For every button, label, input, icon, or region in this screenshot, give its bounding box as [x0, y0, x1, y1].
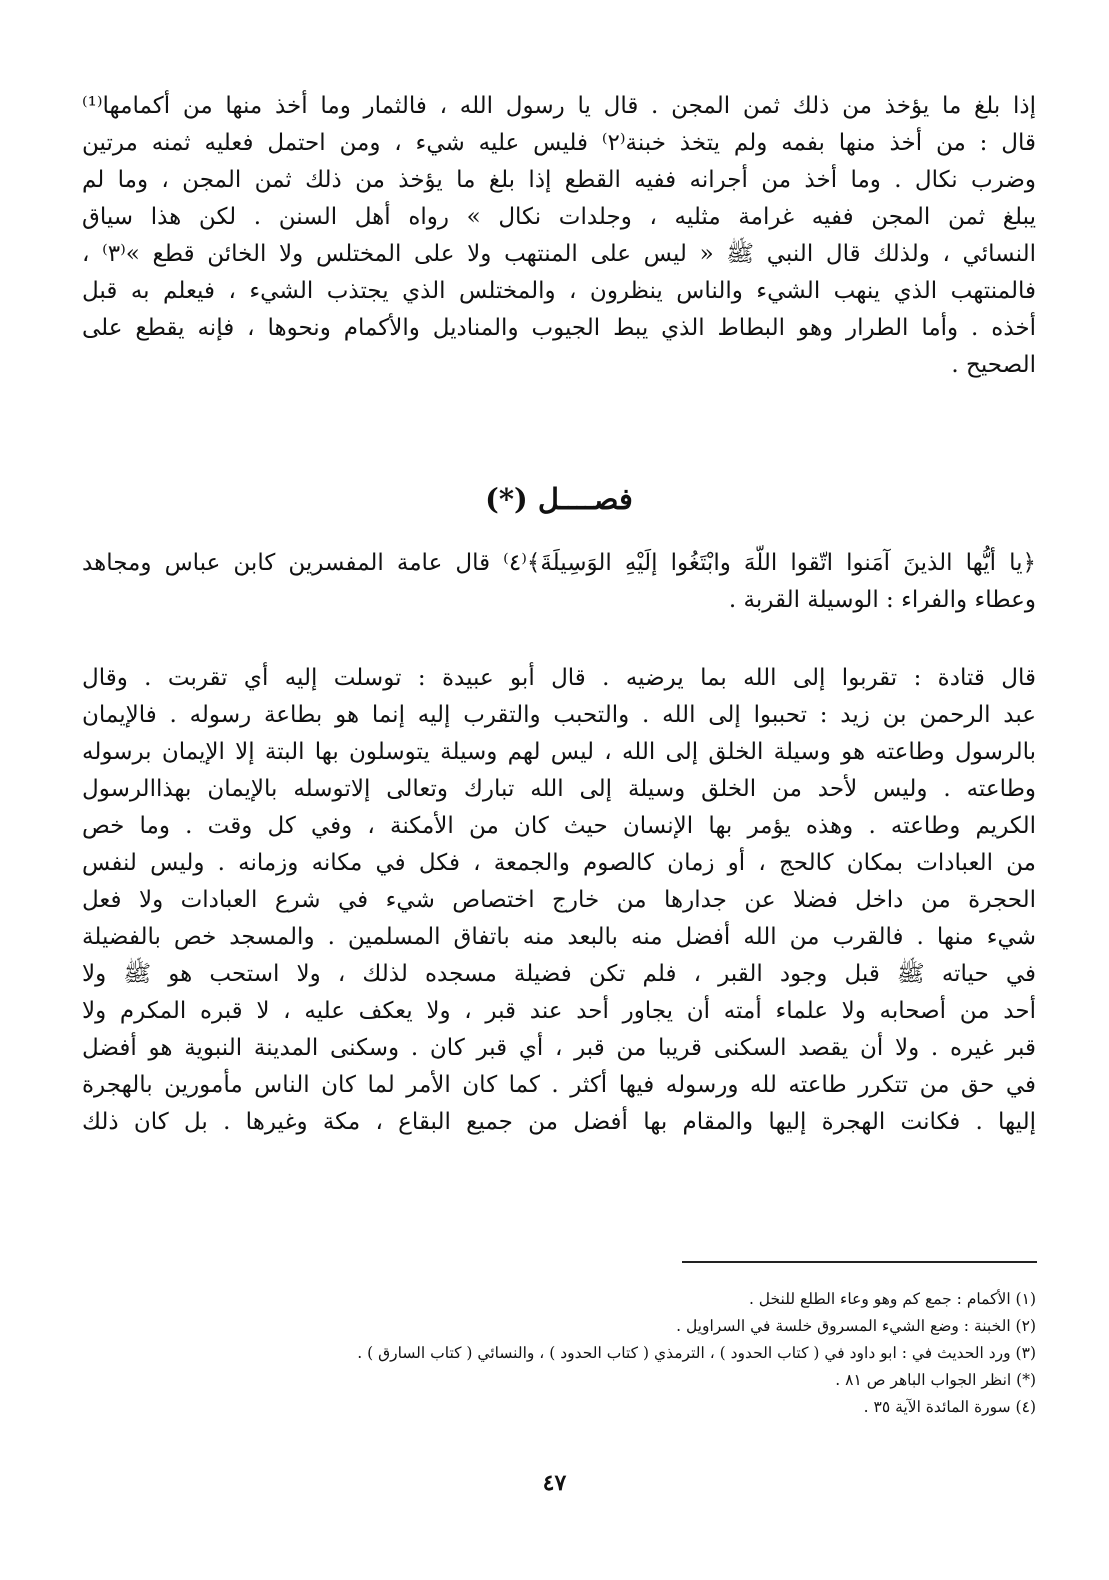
text-line: الكريم وطاعته . وهذه يؤمر بها الإنسان حيث كان من الأمكنة ، وفي كل وقت . وما خص	[82, 813, 1036, 839]
text-line: من العبادات بمكان كالحج ، أو زمان كالصوم والجمعة ، فكل في مكانه وزمانه . وليس لنفس	[82, 850, 1036, 876]
footnote: (١) الأكمام : جمع كم وهو وعاء الطلع للنخل .	[748, 1290, 1036, 1308]
paragraph-theft-ruling	[82, 88, 1036, 384]
paragraph-wasila	[82, 660, 1036, 1141]
text-line: قبر غيره . ولا أن يقصد السكنى قريبا من قبر ، أي قبر كان . وسكنى المدينة النبوية هو أفضل	[82, 1035, 1036, 1061]
text-line: في حق من تتكرر طاعته لله ورسوله فيها أكثر . كما كان الأمر لما كان الناس مأمورين بالهجرة	[82, 1072, 1036, 1098]
text-line: في حياته ﷺ قبل وجود القبر ، فلم تكن فضيلة مسجده لذلك ، ولا استحب هو ﷺ ولا	[82, 961, 1036, 987]
text-line: عبد الرحمن بن زيد : تحببوا إلى الله . والتحبب والتقرب إليه إنما هو بطاعة رسوله . فالإيمان	[82, 702, 1036, 728]
text-line: يبلغ ثمن المجن ففيه غرامة مثليه ، وجلدات نكال » رواه أهل السنن . لكن هذا سياق	[82, 204, 1036, 230]
text-line: النسائي ، ولذلك قال النبي ﷺ « ليس على المنتهب ولا على المختلس ولا الخائن قطع »⁽٣⁾ ،	[82, 241, 1036, 267]
paragraph-verse	[82, 545, 1036, 619]
text-line: قال : من أخذ منها بفمه ولم يتخذ خبنة⁽٢⁾ فليس عليه شيء ، ومن احتمل فعليه ثمنه مرتين	[82, 130, 1036, 156]
text-line: إليها . فكانت الهجرة إليها والمقام بها أفضل من جميع البقاع ، مكة وغيرها . بل كان ذلك	[82, 1109, 1036, 1135]
page-number: ٤٧	[542, 1470, 567, 1496]
text-line: وطاعته . وليس لأحد من الخلق وسيلة إلى الله تبارك وتعالى إلاتوسله بالإيمان بهذاالرسول	[82, 776, 1036, 802]
section-heading: فصــــل (*)	[485, 482, 633, 516]
text-line: الصحيح .	[951, 352, 1036, 378]
footnote: (٤) سورة المائدة الآية ٣٥ .	[863, 1398, 1036, 1416]
footnotes	[82, 1286, 1036, 1421]
footnote: (*) انظر الجواب الباهر ص ٨١ .	[835, 1371, 1036, 1389]
footnote: (٣) ورد الحديث في : ابو داود في ( كتاب الحدود ) ، الترمذي ( كتاب الحدود ) ، والنسائي ( كتاب السارق ) .	[357, 1344, 1036, 1362]
text-line: شيء منها . فالقرب من الله أفضل منه بالبعد منه باتفاق المسلمين . والمسجد خص بالفضيلة	[82, 924, 1036, 950]
footnote: (٢) الخبنة : وضع الشيء المسروق خلسة في السراويل .	[676, 1317, 1036, 1335]
text-line: قال قتادة : تقربوا إلى الله بما يرضيه . قال أبو عبيدة : توسلت إليه أي تقربت . وقال	[82, 665, 1036, 691]
text-line: بالرسول وطاعته هو وسيلة الخلق إلى الله ، ليس لهم وسيلة يتوسلون بها البتة إلا الإيمان برسوله	[82, 739, 1036, 765]
text-line: أحد من أصحابه ولا علماء أمته أن يجاور أحد عند قبر ، ولا يعكف عليه ، لا قبره المكرم ولا	[82, 998, 1036, 1024]
text-line: ﴿يا أيُّها الذينَ آمَنوا اتّقوا اللّهَ وابْتَغُوا إلَيْهِ الوَسِيلَةَ﴾⁽٤⁾ قال عامة المفسرين كابن عباس ومجاهد	[82, 550, 1036, 576]
text-line: وعطاء والفراء : الوسيلة القربة .	[728, 587, 1036, 613]
text-line: إذا بلغ ما يؤخذ من ذلك ثمن المجن . قال يا رسول الله ، فالثمار وما أخذ منها من أكمامها⁽¹⁾	[82, 93, 1036, 119]
text-line: وضرب نكال . وما أخذ من أجرانه ففيه القطع إذا بلغ ما يؤخذ من ذلك ثمن المجن ، وما لم	[82, 167, 1036, 193]
text-line: فالمنتهب الذي ينهب الشيء والناس ينظرون ، والمختلس الذي يجتذب الشيء ، فيعلم به قبل	[82, 278, 1036, 304]
text-line: الحجرة من داخل فضلا عن جدارها من خارج اختصاص شيء في شرع العبادات ولا فعل	[82, 887, 1036, 913]
text-line: أخذه . وأما الطرار وهو البطاط الذي يبط الجيوب والمناديل والأكمام ونحوها ، فإنه يقطع على	[82, 315, 1036, 341]
footnote-divider	[682, 1261, 1037, 1263]
